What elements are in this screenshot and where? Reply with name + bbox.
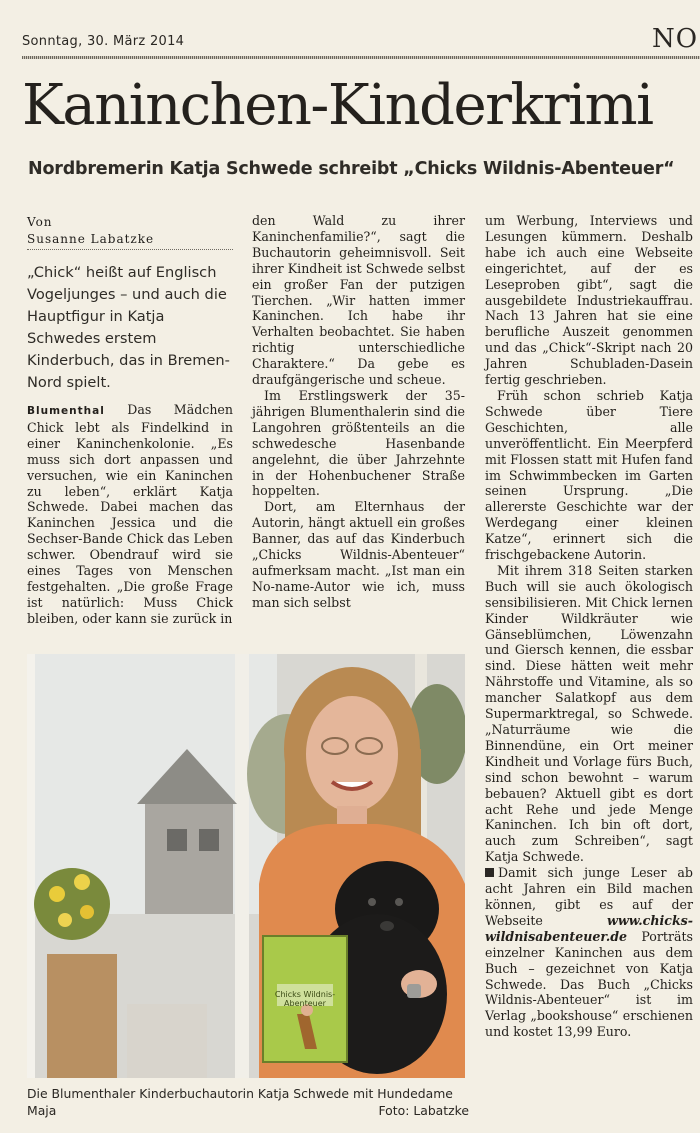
headline: Kaninchen-Kinderkrimi <box>22 73 653 138</box>
section-tag: NO <box>652 24 699 54</box>
info-text: Porträts einzelner Kaninchen aus dem Buch – gezeichnet von Katja Schwede. Das Buch „Chicks Wildnis-Abenteuer“ ist im Verlag „bookshouse“ erschienen und kostet 13,99 Euro. <box>485 928 693 1040</box>
teaser: „Chick“ heißt auf Englisch Vogeljunges – und auch die Hauptfigur in Katja Schwedes erstem Kinderbuch, das in Bremen-Nord spielt. <box>27 264 230 391</box>
info-paragraph <box>485 865 693 1040</box>
article-column-2 <box>252 213 465 611</box>
header-rule <box>22 56 700 59</box>
photo-credit: Foto: Labatzke <box>378 1103 469 1118</box>
byline-divider <box>27 249 233 250</box>
byline <box>27 214 231 248</box>
paragraph: Dort, am Elternhaus der Autorin, hängt aktuell ein großes Banner, das auf das Kinderbuch „Chicks Wildnis-Abenteuer“ aufmerksam macht. „Ist man ein No-name-Autor wie ich, muss man sich selbst <box>252 499 465 610</box>
location-kicker: Blumenthal <box>27 405 105 417</box>
info-text: Damit sich junge Leser ab acht Jahren ein Bild machen können, gibt es auf der Webseite <box>485 865 693 928</box>
paragraph: Mit ihrem 318 Seiten starken Buch will sie auch ökologisch sensibilisieren. Mit Chick lernen Kinder Wildkräuter wie Gänseblümchen, Löwenzahn und Giersch kennen, die essbar sind. Diese hätten weit mehr Nährstoffe und Vitamine, als so mancher Salatkopf aus dem Supermarktregal, so Schwede. „Naturräume wie die Binnendüne, ein Ort meiner Kindheit und Vorlage fürs Buch, sind schon bewohnt – warum bebauen? Aktuell gibt es dort acht Rehe und jede Menge Kaninchen. Ich bin oft dort, auch zum Schreiben“, sagt Katja Schwede. <box>485 562 693 865</box>
column-1-text: Das Mädchen Chick lebt als Findelkind in einer Kaninchenkolonie. „Es muss sich dort anpassen und versuchen, wie ein Kaninchen zu leben“, erklärt Katja Schwede. Dabei machen das Kaninchen Jessica und die Sechser-Bande Chick das Leben schwer. Obendrauf wird sie eines Tages von Menschen festgehalten. „Die große Frage ist natürlich: Muss Chick bleiben, oder kann sie zurück in <box>27 402 233 626</box>
website-url: www.chicks-wildnisabenteuer.de <box>485 912 693 944</box>
article-column-3 <box>485 213 693 1040</box>
byline-author: Susanne Labatzke <box>27 232 155 246</box>
photo-caption <box>27 1085 469 1119</box>
paragraph: den Wald zu ihrer Kaninchenfamilie?“, sagt die Buchautorin geheimnisvoll. Seit ihrer Kindheit ist Schwede selbst ein großer Fan der putzigen Tierchen. „Wir hatten immer Kaninchen. Ich habe ihr Verhalten beobachtet. Sie haben richtig unterschiedliche Charaktere.“ Da gebe es draufgängerische und scheue. <box>252 213 465 388</box>
article-photo <box>27 654 465 1078</box>
paragraph: Im Erstlingswerk der 35-jährigen Blumenthalerin sind die Langohren größtenteils an die schwedesche Hasenbande angelehnt, die über Jahrzehnte in der Hohenbuchener Straße hoppelten. <box>252 387 465 499</box>
paragraph: Früh schon schrieb Katja Schwede über Tiere Geschichten, alle unveröffentlicht. Ein Meerpferd mit Flossen statt mit Hufen fand im Schwimmbecken im Garten seinen Ursprung. „Die allererste Geschichte war der Werdegang einer kleinen Katze“, erinnert sich die frischgebackene Autorin. <box>485 387 693 563</box>
book-cover-title: Chicks Wildnis-Abenteuer <box>274 990 336 1008</box>
article-column-1 <box>27 402 233 627</box>
byline-prefix: Von <box>27 215 53 229</box>
caption-text: Die Blumenthaler Kinderbuchautorin Katja Schwede mit Hundedame Maja <box>27 1086 453 1118</box>
paragraph: um Werbung, Interviews und Lesungen kümmern. Deshalb habe ich auch eine Webseite eingerichtet, auf der es Leseproben gibt“, sagt die ausgebildete Industriekauffrau. Nach 13 Jahren hat sie eine berufliche Auszeit genommen und das „Chick“-Skript nach 20 Jahren Schubladen-Dasein fertig geschrieben. <box>485 213 693 388</box>
bullet-square-icon <box>485 868 494 877</box>
dateline: Sonntag, 30. März 2014 <box>22 34 185 49</box>
subhead: Nordbremerin Katja Schwede schreibt „Chicks Wildnis-Abenteuer“ <box>28 159 675 179</box>
